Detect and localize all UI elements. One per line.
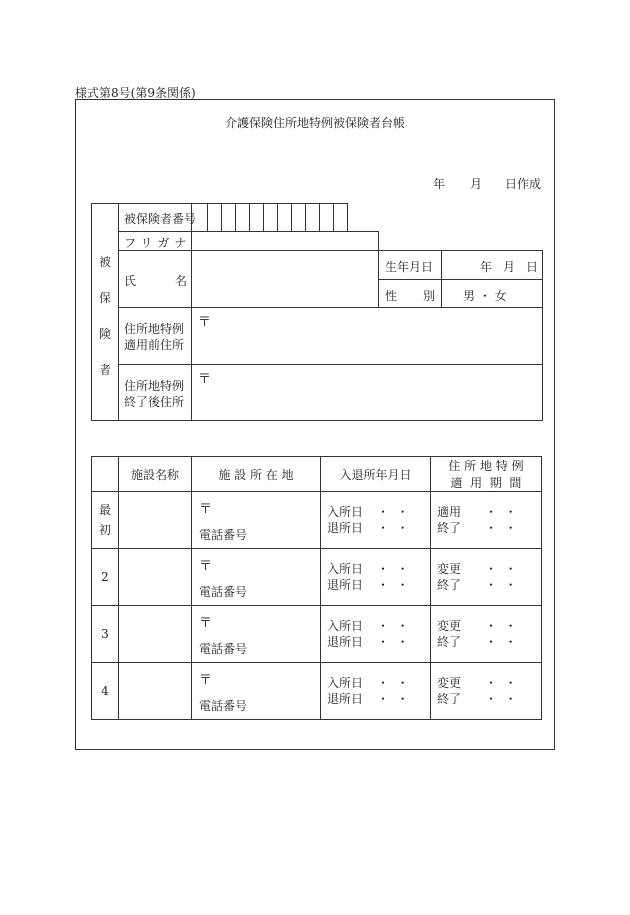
postal-mark: 〒 [199, 502, 213, 517]
facility-address-cell[interactable] [192, 492, 321, 549]
tel-label: 電話番号 [199, 585, 248, 599]
facility-table-header [92, 457, 542, 492]
entry-date-cell[interactable] [321, 606, 431, 663]
addr-after-postal-mark: 〒 [198, 372, 212, 387]
entry-out-label: 退所日 [327, 635, 364, 649]
period-start-dots: ・ ・ [485, 562, 517, 576]
tel-label: 電話番号 [199, 528, 248, 542]
row-label-1: 3 [101, 627, 109, 641]
header-entry-date: 入退所年月日 [321, 457, 431, 492]
period-start-dots: ・ ・ [485, 619, 517, 633]
insured-side-label-1: 被 [99, 255, 112, 269]
tel-label: 電話番号 [199, 642, 248, 656]
row-label [92, 663, 119, 720]
entry-out-dots: ・ ・ [377, 635, 409, 649]
sex-value: 男 ・ 女 [463, 289, 507, 303]
entry-out-dots: ・ ・ [377, 521, 409, 535]
table-row [92, 663, 542, 720]
addr-before-postal-mark: 〒 [198, 315, 212, 330]
facility-name-cell[interactable] [119, 663, 192, 720]
form-number-label: 様式第8号(第9条関係) [75, 86, 196, 100]
period-cell[interactable] [431, 663, 542, 720]
entry-in-label: 入所日 [327, 505, 364, 519]
period-start-label: 適用 [437, 505, 462, 519]
insured-side-label-4: 者 [99, 363, 112, 377]
name-label-2: 名 [175, 274, 188, 288]
period-end-dots: ・ ・ [485, 578, 517, 592]
sex-label-1: 性 [385, 289, 398, 303]
header-period-line1: 住 所 地 特 例 [448, 459, 524, 473]
birth-date-label: 生年月日 [385, 260, 434, 274]
row-label-2: 初 [98, 523, 111, 537]
entry-out-dots: ・ ・ [377, 692, 409, 706]
name-label-1: 氏 [124, 274, 137, 288]
period-end-label: 終了 [437, 692, 462, 706]
entry-out-dots: ・ ・ [377, 578, 409, 592]
period-cell[interactable] [431, 606, 542, 663]
postal-mark: 〒 [199, 616, 213, 631]
birth-month: 月 [503, 260, 516, 274]
period-cell[interactable] [431, 492, 542, 549]
postal-mark: 〒 [199, 673, 213, 688]
entry-in-dots: ・ ・ [377, 505, 409, 519]
header-blank [92, 457, 119, 492]
row-label-1: 2 [101, 570, 109, 584]
facility-name-cell[interactable] [119, 606, 192, 663]
created-month: 月 [470, 177, 483, 191]
period-end-dots: ・ ・ [485, 692, 517, 706]
entry-in-dots: ・ ・ [377, 676, 409, 690]
entry-out-label: 退所日 [327, 521, 364, 535]
table-row [92, 606, 542, 663]
furigana-label: フリガナ [124, 236, 192, 250]
facility-address-cell[interactable] [192, 663, 321, 720]
sex-label-2: 別 [423, 289, 436, 303]
insured-number-label: 被保険者番号 [124, 212, 197, 226]
entry-date-cell[interactable] [321, 549, 431, 606]
entry-in-dots: ・ ・ [377, 619, 409, 633]
facility-name-cell[interactable] [119, 549, 192, 606]
period-end-dots: ・ ・ [485, 635, 517, 649]
facility-name-cell[interactable] [119, 492, 192, 549]
table-row [92, 549, 542, 606]
row-label [92, 606, 119, 663]
birth-year: 年 [480, 260, 493, 274]
facility-address-cell[interactable] [192, 549, 321, 606]
addr-before-label-2: 適用前住所 [124, 338, 185, 352]
period-start-dots: ・ ・ [485, 676, 517, 690]
period-start-dots: ・ ・ [485, 505, 517, 519]
created-day: 日作成 [505, 177, 542, 191]
entry-in-label: 入所日 [327, 676, 364, 690]
insured-side-label-2: 保 [99, 291, 112, 305]
period-cell[interactable] [431, 549, 542, 606]
form-title: 介護保険住所地特例被保険者台帳 [224, 116, 405, 130]
birth-day: 日 [526, 260, 539, 274]
header-facility-address: 施 設 所 在 地 [192, 457, 321, 492]
entry-date-cell[interactable] [321, 492, 431, 549]
row-label [92, 492, 119, 549]
entry-date-cell[interactable] [321, 663, 431, 720]
entry-in-label: 入所日 [327, 619, 364, 633]
addr-after-label-1: 住所地特例 [124, 379, 185, 393]
insured-side-label-3: 険 [99, 327, 112, 341]
period-start-label: 変更 [437, 619, 462, 633]
entry-in-label: 入所日 [327, 562, 364, 576]
period-end-label: 終了 [437, 521, 462, 535]
row-label-1: 最 [98, 503, 111, 517]
entry-in-dots: ・ ・ [377, 562, 409, 576]
tel-label: 電話番号 [199, 699, 248, 713]
header-period-line2: 適 用 期 間 [450, 476, 522, 490]
period-start-label: 変更 [437, 676, 462, 690]
table-row [92, 492, 542, 549]
addr-after-label-2: 終了後住所 [124, 395, 185, 409]
entry-out-label: 退所日 [327, 578, 364, 592]
facility-table [91, 456, 542, 720]
postal-mark: 〒 [199, 559, 213, 574]
period-end-label: 終了 [437, 635, 462, 649]
row-label-1: 4 [101, 684, 109, 698]
header-period [431, 457, 542, 492]
facility-address-cell[interactable] [192, 606, 321, 663]
row-label [92, 549, 119, 606]
period-start-label: 変更 [437, 562, 462, 576]
entry-out-label: 退所日 [327, 692, 364, 706]
period-end-dots: ・ ・ [485, 521, 517, 535]
header-facility-name: 施設名称 [119, 457, 192, 492]
addr-before-label-1: 住所地特例 [124, 322, 185, 336]
period-end-label: 終了 [437, 578, 462, 592]
created-year: 年 [433, 177, 446, 191]
